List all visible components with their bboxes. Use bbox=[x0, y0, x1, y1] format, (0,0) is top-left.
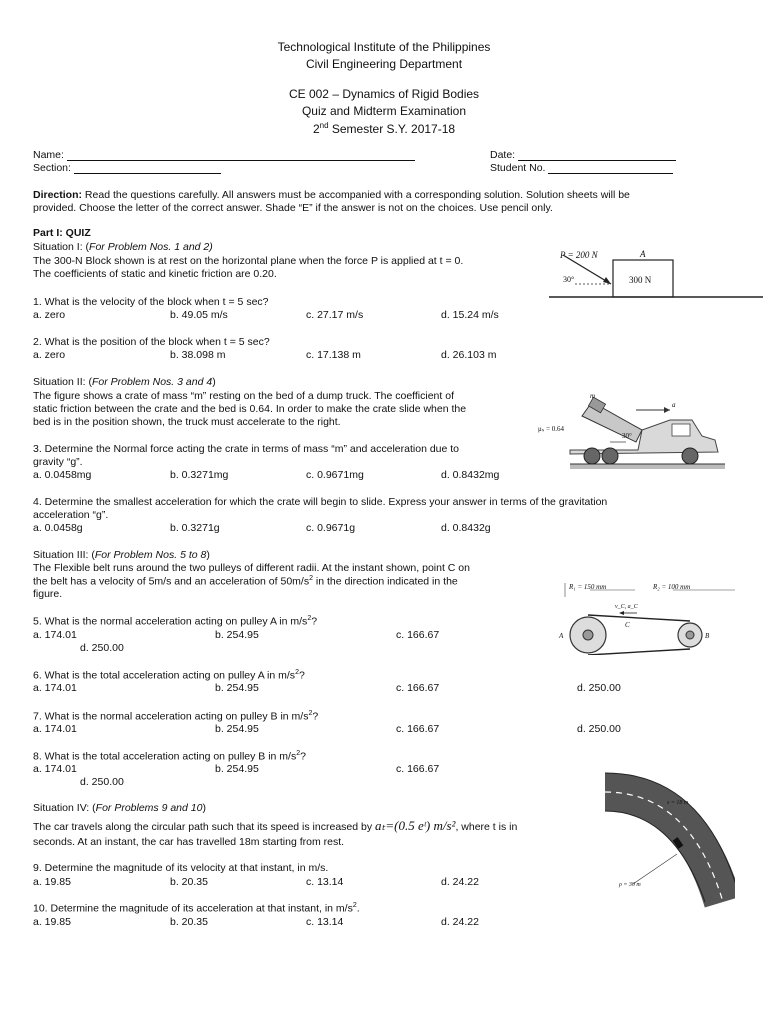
pulley-figure bbox=[555, 575, 745, 655]
speed-formula: aₜ=(0.5 eᵗ) m/s² bbox=[375, 818, 456, 833]
q5-choice-c[interactable]: c. 166.67 bbox=[396, 629, 440, 641]
q10-sup: 2 bbox=[352, 902, 357, 909]
q3-choice-b[interactable]: b. 0.3271mg bbox=[170, 469, 229, 481]
q8-choice-b[interactable]: b. 254.95 bbox=[215, 763, 259, 775]
q8-choice-d[interactable]: d. 250.00 bbox=[80, 776, 124, 788]
semester-suffix: nd bbox=[319, 121, 329, 130]
q9-choice-c[interactable]: c. 13.14 bbox=[306, 876, 344, 888]
truck-window bbox=[672, 424, 690, 436]
q6-choice-c[interactable]: c. 166.67 bbox=[396, 682, 440, 694]
situation-1-text-1: The 300-N Block shown is at rest on the horizontal plane when the force P is applied at t = 0. bbox=[33, 255, 464, 267]
sit4-head-end: ) bbox=[202, 802, 206, 814]
wheel-2 bbox=[602, 448, 618, 464]
q1-choice-a[interactable]: a. zero bbox=[33, 309, 66, 321]
q4-choice-d[interactable]: d. 0.8432g bbox=[441, 522, 491, 534]
name-blank[interactable] bbox=[67, 150, 415, 161]
situation-3-text-1: The Flexible belt runs around the two pulleys of different radii. At the instant shown, point C on bbox=[33, 562, 470, 574]
semester-number: 2 bbox=[312, 122, 320, 136]
q8-choice-c[interactable]: c. 166.67 bbox=[396, 763, 440, 775]
sit1-head-italic: For Problem Nos. 1 and 2) bbox=[89, 241, 213, 253]
question-9: 9. Determine the magnitude of its velocity at that instant, in m/s. bbox=[33, 862, 329, 874]
angle-label: 30° bbox=[563, 275, 575, 284]
road bbox=[570, 464, 725, 469]
sit2-head-italic: For Problem Nos. 3 and 4 bbox=[91, 376, 213, 388]
radius-line bbox=[633, 854, 677, 884]
name-label: Name: bbox=[33, 149, 64, 161]
point-b-label: B bbox=[705, 632, 710, 640]
q5-sup: 2 bbox=[307, 615, 312, 622]
sit3-l2b: in the direction indicated in the bbox=[312, 575, 458, 588]
wheel-3 bbox=[682, 448, 698, 464]
q10-end: . bbox=[356, 902, 360, 915]
vc-label: v_C, a_C bbox=[615, 604, 638, 610]
r2-label: R₂ = 100 mm bbox=[653, 583, 691, 591]
course-title: CE 002 – Dynamics of Rigid Bodies bbox=[288, 87, 480, 101]
sit4-head-italic: For Problems 9 and 10 bbox=[95, 802, 203, 814]
q9-choice-a[interactable]: a. 19.85 bbox=[33, 876, 71, 888]
q10-choice-a[interactable]: a. 19.85 bbox=[33, 916, 71, 928]
question-2: 2. What is the position of the block when t = 5 sec? bbox=[33, 336, 270, 348]
q6-sup: 2 bbox=[295, 669, 299, 676]
q8-sup: 2 bbox=[296, 750, 301, 757]
q5-choice-b[interactable]: b. 254.95 bbox=[215, 629, 259, 641]
q5-end: ? bbox=[311, 615, 318, 628]
sit3-head: Situation III: ( bbox=[33, 549, 95, 561]
question-5 bbox=[33, 615, 317, 628]
q1-choice-c[interactable]: c. 27.17 m/s bbox=[306, 309, 364, 321]
q8-choice-a[interactable]: a. 174.01 bbox=[33, 763, 77, 775]
date-field[interactable] bbox=[490, 149, 676, 161]
exam-title: Quiz and Midterm Examination bbox=[301, 104, 467, 118]
q1-choice-b[interactable]: b. 49.05 m/s bbox=[170, 309, 228, 321]
mu-label: μₛ = 0.64 bbox=[538, 425, 565, 433]
sit4-l1b: , where t is in bbox=[455, 821, 518, 833]
institution-title: Technological Institute of the Philippines bbox=[277, 40, 491, 54]
q8-end: ? bbox=[300, 750, 306, 763]
arc-length-label: s = 18 m bbox=[667, 800, 689, 806]
radius-label: ρ = 30 m bbox=[619, 882, 641, 888]
q7-end: ? bbox=[312, 710, 319, 723]
sit3-head-italic: For Problem Nos. 5 to 8 bbox=[94, 549, 207, 561]
situation-2-text-2: static friction between the crate and the bed is 0.64. In order to make the crate slide when the bbox=[33, 403, 467, 415]
q2-choice-d[interactable]: d. 26.103 m bbox=[441, 349, 497, 361]
dump-truck-figure bbox=[530, 380, 730, 475]
situation-1-text-2: The coefficients of static and kinetic friction are 0.20. bbox=[33, 268, 277, 280]
situation-4-text-1 bbox=[33, 818, 517, 834]
q5-text: 5. What is the normal acceleration acting on pulley A in m/s bbox=[33, 615, 308, 628]
pulley-a-hub bbox=[583, 630, 593, 640]
q7-choice-b[interactable]: b. 254.95 bbox=[215, 723, 259, 735]
q4-choice-b[interactable]: b. 0.3271g bbox=[170, 522, 220, 534]
q5-choice-a[interactable]: a. 174.01 bbox=[33, 629, 77, 641]
q5-choice-d[interactable]: d. 250.00 bbox=[80, 642, 124, 654]
part-heading: Part I: QUIZ bbox=[33, 227, 91, 239]
block-a-label: A bbox=[640, 249, 646, 259]
q7-sup: 2 bbox=[308, 710, 313, 717]
block-weight-label: 300 N bbox=[629, 275, 652, 285]
r1-label: R₁ = 150 mm bbox=[569, 583, 607, 591]
situation-3-heading bbox=[33, 549, 210, 561]
q9-choice-b[interactable]: b. 20.35 bbox=[170, 876, 208, 888]
question-1: 1. What is the velocity of the block when t = 5 sec? bbox=[33, 296, 269, 308]
q10-choice-b[interactable]: b. 20.35 bbox=[170, 916, 208, 928]
question-8 bbox=[33, 750, 306, 763]
q2-choice-c[interactable]: c. 17.138 m bbox=[306, 349, 361, 361]
q10-text: 10. Determine the magnitude of its acceleration at that instant, in m/s bbox=[33, 902, 353, 915]
sit1-head: Situation I: ( bbox=[33, 241, 90, 253]
q6-choice-b[interactable]: b. 254.95 bbox=[215, 682, 259, 694]
q10-choice-d[interactable]: d. 24.22 bbox=[441, 916, 479, 928]
force-label: P = 200 N bbox=[560, 250, 598, 260]
q7-choice-d[interactable]: d. 250.00 bbox=[577, 723, 621, 735]
q3-choice-c[interactable]: c. 0.9671mg bbox=[306, 469, 364, 481]
question-3-line-1: 3. Determine the Normal force acting the crate in terms of mass “m” and acceleration due to bbox=[33, 443, 460, 455]
q6-text: 6. What is the total acceleration acting on pulley A in m/s bbox=[33, 669, 296, 682]
wheel-1 bbox=[584, 448, 600, 464]
sit4-l1a: The car travels along the circular path such that its speed is increased by bbox=[33, 821, 373, 833]
q6-choice-d[interactable]: d. 250.00 bbox=[577, 682, 621, 694]
point-c-label: C bbox=[625, 621, 630, 629]
velocity-arrowhead bbox=[619, 611, 624, 615]
situation-3-text-2 bbox=[33, 575, 458, 588]
truck-angle-label: 30° bbox=[622, 432, 632, 440]
date-label: Date: bbox=[490, 149, 516, 161]
accel-arrowhead bbox=[664, 407, 670, 413]
question-3-line-2: gravity “g”. bbox=[33, 456, 83, 468]
curved-road-figure bbox=[595, 762, 735, 912]
force-arrowhead bbox=[603, 277, 611, 284]
q4-choice-c[interactable]: c. 0.9671g bbox=[306, 522, 356, 534]
situation-2-text-1: The figure shows a crate of mass “m” resting on the bed of a dump truck. The coefficient of bbox=[33, 390, 454, 402]
situation-4-heading bbox=[33, 802, 206, 814]
dump-bed bbox=[582, 402, 642, 442]
situation-4-text-2: seconds. At an instant, the car has travelled 18m starting from rest. bbox=[33, 836, 345, 848]
accel-label: a bbox=[672, 401, 676, 409]
date-blank[interactable] bbox=[518, 150, 676, 161]
section-blank[interactable] bbox=[74, 163, 221, 174]
semester-title bbox=[0, 121, 768, 136]
question-6 bbox=[33, 669, 305, 682]
section-field[interactable] bbox=[33, 162, 221, 174]
name-field[interactable] bbox=[33, 149, 415, 161]
student-no-blank[interactable] bbox=[548, 163, 673, 174]
situation-2-heading bbox=[33, 376, 216, 388]
student-no-label: Student No. bbox=[490, 162, 546, 174]
belt-top bbox=[588, 615, 690, 621]
department-title: Civil Engineering Department bbox=[305, 57, 463, 71]
q9-choice-d[interactable]: d. 24.22 bbox=[441, 876, 479, 888]
q3-choice-d[interactable]: d. 0.8432mg bbox=[441, 469, 500, 481]
belt-bottom bbox=[588, 649, 690, 655]
direction-line-1 bbox=[33, 189, 630, 201]
sit3-l2a: the belt has a velocity of 5m/s and an acceleration of 50m/s bbox=[33, 575, 310, 588]
question-4-line-1: 4. Determine the smallest acceleration for which the crate will begin to slide. Express your answer in terms of the gravitation bbox=[33, 496, 608, 508]
q8-text: 8. What is the total acceleration acting on pulley B in m/s bbox=[33, 750, 297, 763]
question-7 bbox=[33, 710, 318, 723]
q7-choice-c[interactable]: c. 166.67 bbox=[396, 723, 440, 735]
q4-choice-a[interactable]: a. 0.0458g bbox=[33, 522, 83, 534]
situation-1-heading bbox=[33, 241, 213, 253]
mass-label: m bbox=[590, 392, 596, 400]
q10-choice-c[interactable]: c. 13.14 bbox=[306, 916, 344, 928]
sit3-head-end: ) bbox=[206, 549, 210, 561]
q6-end: ? bbox=[298, 669, 305, 682]
q7-text: 7. What is the normal acceleration acting on pulley B in m/s bbox=[33, 710, 309, 723]
direction-line-2: provided. Choose the letter of the correct answer. Shade “E” if the answer is not on the choices. Use pencil only. bbox=[33, 202, 553, 214]
direction-label: Direction: bbox=[33, 189, 83, 201]
pulley-b-hub bbox=[686, 631, 694, 639]
sit2-head: Situation II: ( bbox=[33, 376, 92, 388]
sit2-head-end: ) bbox=[212, 376, 216, 388]
sit3-l2-sup: 2 bbox=[309, 575, 313, 582]
section-label: Section: bbox=[33, 162, 71, 174]
semester-rest: Semester S.Y. 2017-18 bbox=[328, 122, 456, 136]
q7-choice-a[interactable]: a. 174.01 bbox=[33, 723, 77, 735]
situation-3-text-3: figure. bbox=[33, 588, 63, 600]
q2-choice-a[interactable]: a. zero bbox=[33, 349, 66, 361]
block-figure bbox=[545, 240, 765, 304]
question-4-line-2: acceleration “g”. bbox=[33, 509, 109, 521]
q3-choice-a[interactable]: a. 0.0458mg bbox=[33, 469, 92, 481]
student-no-field[interactable] bbox=[490, 162, 673, 174]
q1-choice-d[interactable]: d. 15.24 m/s bbox=[441, 309, 499, 321]
direction-text-1: Read the questions carefully. All answers must be accompanied with a corresponding solution. Solution sheets will be bbox=[82, 189, 630, 201]
question-10 bbox=[33, 902, 360, 915]
sit4-head: Situation IV: ( bbox=[33, 802, 96, 814]
point-a-label: A bbox=[559, 632, 564, 640]
situation-2-text-3: bed is in the position shown, the truck must accelerate to the right. bbox=[33, 416, 341, 428]
q2-choice-b[interactable]: b. 38.098 m bbox=[170, 349, 226, 361]
q6-choice-a[interactable]: a. 174.01 bbox=[33, 682, 77, 694]
